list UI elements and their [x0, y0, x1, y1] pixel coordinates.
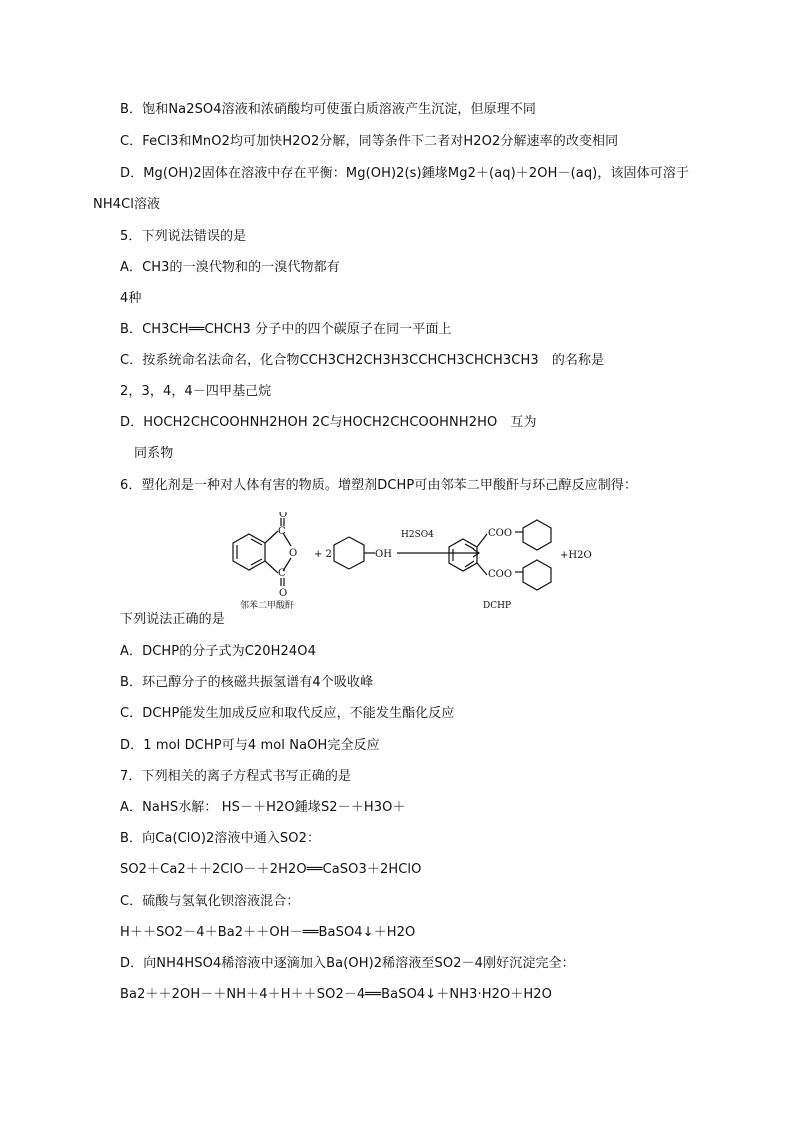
- cyclohexyl-ring-top: [523, 520, 551, 550]
- plus-two: + 2: [314, 549, 332, 560]
- option-5d-continued: 同系物: [134, 446, 174, 461]
- option-5b: B．CH3CH══CHCH3 分子中的四个碳原子在同一平面上: [120, 322, 452, 337]
- option-6c: C．DCHP能发生加成反应和取代反应，不能发生酯化反应: [120, 706, 455, 721]
- product-label: DCHP: [483, 601, 512, 611]
- option-7b-equation: SO2＋Ca2＋＋2ClO－＋2H2O══CaSO3＋2HClO: [120, 862, 422, 877]
- option-5a: A．CH3的一溴代物和的一溴代物都有: [120, 260, 340, 275]
- option-4d: D．Mg(OH)2固体在溶液中存在平衡：Mg(OH)2(s)鍾堟Mg2＋(aq)＋2OH－(aq)，该固体可溶于: [120, 166, 690, 181]
- option-7c-equation: H＋＋SO2－4＋Ba2＋＋OH－══BaSO4↓＋H2O: [120, 925, 416, 940]
- option-5c: C．按系统命名法命名，化合物CCH3CH2CH3H3CCHCH3CHCH3CH3 的名称是: [120, 353, 605, 368]
- cyclohexyl-ring-bottom: [523, 560, 551, 590]
- option-4d-continued: NH4Cl溶液: [93, 197, 161, 212]
- option-6b: B．环己醇分子的核磁共振氢谱有4个吸收峰: [120, 675, 374, 690]
- option-7d-equation: Ba2＋＋2OH－＋NH＋4＋H＋＋SO2－4══BaSO4↓＋NH3·H2O＋H2O: [120, 987, 552, 1002]
- option-5c-continued: 2，3，4，4－四甲基己烷: [120, 384, 272, 399]
- option-6d: D．1 mol DCHP可与4 mol NaOH完全反应: [120, 738, 380, 753]
- question-6-stem: 6．塑化剂是一种对人体有害的物质。增塑剂DCHP可由邻苯二甲酸酐与环己醇反应制得：: [120, 478, 638, 493]
- reaction-diagram: [225, 512, 615, 612]
- water-product: +H2O: [560, 550, 592, 561]
- option-7d: D．向NH4HSO4稀溶液中逐滴加入Ba(OH)2稀溶液至SO2－4刚好沉淀完全：: [120, 956, 575, 971]
- option-4c: C．FeCl3和MnO2均可加快H2O2分解，同等条件下二者对H2O2分解速率的改变相同: [120, 134, 619, 149]
- option-6a: A．DCHP的分子式为C20H24O4: [120, 644, 316, 659]
- ester-group-bottom: COO: [488, 569, 513, 580]
- option-7c: C．硫酸与氢氧化钡溶液混合：: [120, 894, 300, 909]
- carbonyl-oxygen-top: O: [279, 512, 288, 520]
- option-7a: A．NaHS水解： HS－＋H2O鍾堟S2－＋H3O＋: [120, 800, 406, 815]
- anhydride-benzene-ring: [233, 534, 265, 570]
- anhydride-label: 邻苯二甲酸酐: [240, 601, 295, 611]
- carbonyl-carbon-top: C: [278, 526, 286, 537]
- carbonyl-oxygen-bottom: O: [279, 588, 288, 599]
- option-5d: D．HOCH2CHCOOHNH2HOH 2C与HOCH2CHCOOHNH2HO 互为: [120, 415, 537, 430]
- ring-oxygen: O: [289, 548, 298, 559]
- hydroxyl-group: OH: [375, 549, 392, 560]
- cyclohexanol-ring: [334, 537, 364, 569]
- carbonyl-carbon-bottom: C: [278, 568, 286, 579]
- catalyst-label: H2SO4: [401, 530, 434, 540]
- reaction-scheme: [225, 512, 615, 612]
- option-4b: B．饱和Na2SO4溶液和浓硝酸均可使蛋白质溶液产生沉淀，但原理不同: [120, 102, 537, 117]
- option-5a-continued: 4种: [120, 291, 142, 306]
- question-7-stem: 7．下列相关的离子方程式书写正确的是: [120, 769, 352, 784]
- option-7b: B．向Ca(ClO)2溶液中通入SO2：: [120, 831, 321, 846]
- question-5-stem: 5．下列说法错误的是: [120, 229, 247, 244]
- ester-group-top: COO: [488, 528, 513, 539]
- question-6-prompt: 下列说法正确的是: [120, 612, 225, 627]
